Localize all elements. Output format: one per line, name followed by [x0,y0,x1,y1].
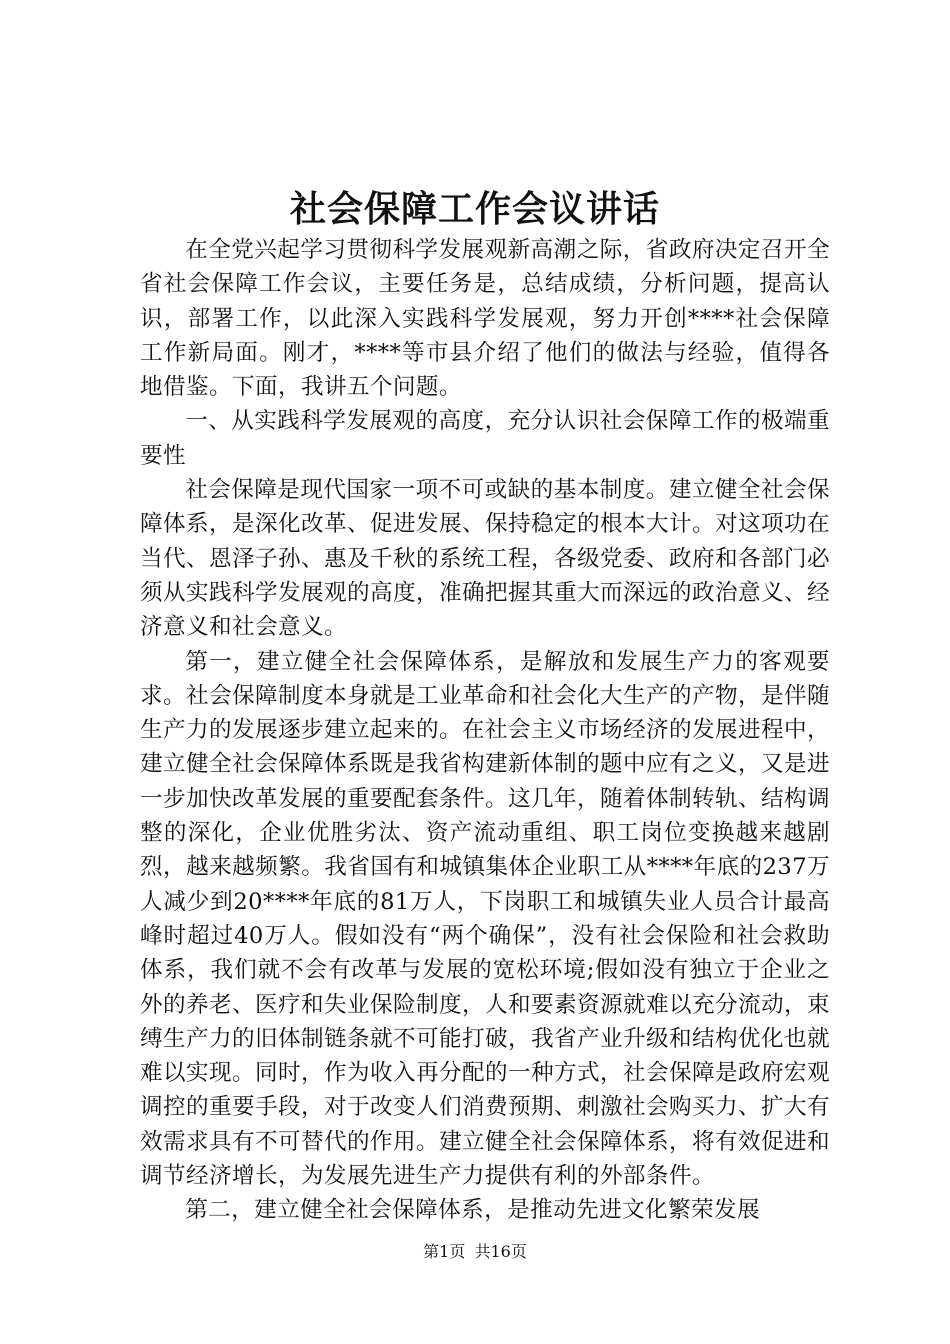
paragraph-point-2: 第二，建立健全社会保障体系，是推动先进文化繁荣发展 [185,1197,761,1224]
page-number: 第1页 [423,1242,466,1261]
document-title: 社会保障工作会议讲话 [289,188,660,230]
paragraph-overview: 社会保障是现代国家一项不可或缺的基本制度。建立健全社会保障体系，是深化改革、促进发展、保持稳定的根本大计。对这项功在当代、恩泽子孙、惠及千秋的系统工程，各级党委、政府和各部门必须从实践科学发展观的高度，准确把握其重大而深远的政治意义、经济意义和社会意义。 [140,477,830,641]
paragraph-intro: 在全党兴起学习贯彻科学发展观新高潮之际，省政府决定召开全省社会保障工作会议，主要任务是，总结成绩，分析问题，提高认识，部署工作，以此深入实践科学发展观，努力开创****社会保障工作新局面。刚才，****等市县介绍了他们的做法与经验，值得各地借鉴。下面，我讲五个问题。 [140,237,830,401]
section-heading-1: 一、从实践科学发展观的高度，充分认识社会保障工作的极端重要性 [140,408,830,469]
page-footer [0,1241,950,1263]
page-total: 共16页 [474,1242,527,1261]
paragraph-point-1: 第一，建立健全社会保障体系，是解放和发展生产力的客观要求。社会保障制度本身就是工业革命和社会化大生产的产物，是伴随生产力的发展逐步建立起来的。在社会主义市场经济的发展进程中，建立健全社会保障体系既是我省构建新体制的题中应有之义，又是进一步加快改革发展的重要配套条件。这几年，随着体制转轨、结构调整的深化，企业优胜劣汰、资产流动重组、职工岗位变换越来越剧烈，越来越频繁。我省国有和城镇集体企业职工从****年底的237万人减少到20****年底的81万人，下岗职工和城镇失业人员合计最高峰时超过40万人。假如没有“两个确保”，没有社会保险和社会救助体系，我们就不会有改革与发展的宽松环境;假如没有独立于企业之外的养老、医疗和失业保险制度，人和要素资源就难以充分流动，束缚生产力的旧体制链条就不可能打破，我省产业升级和结构优化也就难以实现。同时，作为收入再分配的一种方式，社会保障是政府宏观调控的重要手段，对于改变人们消费预期、刺激社会购买力、扩大有效需求具有不可替代的作用。建立健全社会保障体系，将有效促进和调节经济增长，为发展先进生产力提供有利的外部条件。 [140,648,830,1190]
document-body [140,233,830,1228]
